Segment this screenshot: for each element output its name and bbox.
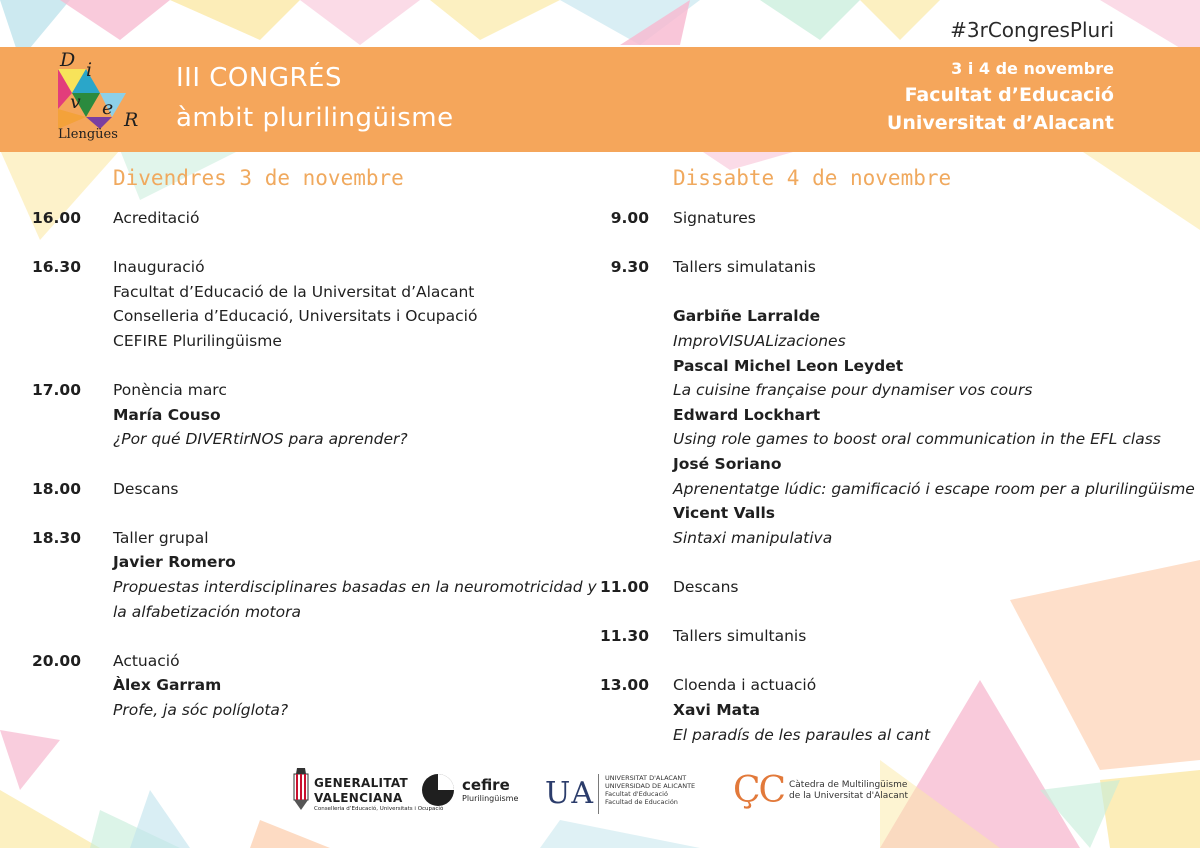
session-title: Facultat d’Educació de la Universitat d’Alacant bbox=[113, 282, 475, 301]
speaker-name: Edward Lockhart bbox=[673, 405, 821, 424]
ua-text: UNIVERSITAT D'ALACANT UNIVERSIDAD DE ALICANTE Facultat d'Educació Facultad de Educación bbox=[605, 774, 696, 806]
session-title: Cloenda i actuació bbox=[673, 676, 817, 695]
session-topic: Using role games to boost oral communication in the EFL class bbox=[673, 430, 1161, 449]
session-title: Tallers simultanis bbox=[673, 627, 807, 646]
day-heading: Divendres 3 de novembre bbox=[113, 166, 404, 190]
session-time: 11.30 bbox=[599, 627, 649, 646]
session-title bbox=[673, 280, 1195, 305]
logo-letter: R bbox=[124, 109, 139, 131]
speaker-name: María Couso bbox=[113, 405, 221, 424]
speaker-name: Vicent Valls bbox=[673, 504, 776, 523]
session-time: 16.30 bbox=[31, 258, 81, 277]
session-title: CEFIRE Plurilingüisme bbox=[113, 331, 282, 350]
session-topic: la alfabetización motora bbox=[113, 602, 301, 621]
session-topic: El paradís de les paraules al cant bbox=[673, 725, 931, 744]
session-title: Tallers simulatanis bbox=[673, 258, 816, 277]
session-details bbox=[113, 526, 597, 624]
cefire-name: cefire bbox=[462, 776, 510, 794]
session-details bbox=[113, 649, 288, 723]
session-details bbox=[673, 624, 806, 649]
session-details bbox=[113, 255, 477, 353]
session-title: Actuació bbox=[113, 651, 180, 670]
congress-title: III CONGRÉS bbox=[176, 63, 342, 93]
speaker-name: Pascal Michel Leon Leydet bbox=[673, 356, 904, 375]
session-title: Descans bbox=[673, 578, 739, 596]
logo-caption: Llengües bbox=[58, 127, 118, 142]
event-faculty: Facultat d’Educació bbox=[904, 84, 1114, 106]
event-date: 3 i 4 de novembre bbox=[951, 59, 1114, 78]
generalitat-dept: Conselleria d’Educació, Universitats i Ocupació bbox=[314, 806, 444, 812]
session-topic: La cuisine française pour dynamiser vos cours bbox=[673, 381, 1033, 400]
generalitat-name: VALENCIANA bbox=[314, 791, 403, 805]
session-title: Signatures bbox=[673, 209, 756, 227]
session-time: 17.00 bbox=[31, 381, 81, 400]
session-time: 18.00 bbox=[31, 479, 81, 498]
session-details bbox=[673, 575, 738, 600]
session-topic: Sintaxi manipulativa bbox=[673, 528, 833, 547]
session-details bbox=[113, 206, 199, 231]
session-topic: Aprenentatge lúdic: gamificació i escape room per a plurilingüisme bbox=[673, 479, 1195, 498]
session-time: 18.30 bbox=[31, 528, 81, 547]
session-topic: ¿Por qué DIVERtirNOS para aprender? bbox=[113, 430, 408, 449]
session-time: 13.00 bbox=[599, 676, 649, 695]
session-title: Descans bbox=[113, 479, 179, 498]
day-heading: Dissabte 4 de novembre bbox=[673, 166, 952, 190]
session-details bbox=[113, 477, 178, 502]
speaker-name: Javier Romero bbox=[113, 553, 236, 572]
logo-letter: v bbox=[70, 91, 81, 113]
event-university: Universitat d’Alacant bbox=[886, 112, 1114, 134]
session-time: 16.00 bbox=[31, 209, 81, 227]
session-details bbox=[113, 378, 408, 452]
session-topic: ImproVISUALizaciones bbox=[673, 331, 846, 350]
session-title: Conselleria d’Educació, Universitats i Ocupació bbox=[113, 307, 478, 326]
session-topic: Profe, ja sóc políglota? bbox=[113, 700, 289, 719]
generalitat-name: GENERALITAT bbox=[314, 776, 409, 790]
session-time: 9.00 bbox=[610, 209, 649, 227]
logo-letter: e bbox=[102, 97, 114, 119]
session-time: 11.00 bbox=[599, 578, 649, 596]
hashtag: #3rCongresPluri bbox=[950, 18, 1114, 42]
catedra-text: Càtedra de Multilingüisme de la Universitat d'Alacant bbox=[789, 780, 909, 801]
session-title: Acreditació bbox=[113, 209, 200, 227]
logo-letter: D bbox=[60, 49, 76, 71]
session-title: Ponència marc bbox=[113, 381, 227, 400]
session-time: 9.30 bbox=[610, 258, 649, 277]
session-time: 20.00 bbox=[31, 651, 81, 670]
speaker-name: José Soriano bbox=[673, 454, 782, 473]
session-topic: Propuestas interdisciplinares basadas en la neuromotricidad y bbox=[113, 577, 597, 596]
speaker-name: Àlex Garram bbox=[113, 676, 222, 695]
logo-letter: i bbox=[86, 59, 93, 81]
cefire-subtitle: Plurilingüisme bbox=[462, 794, 519, 803]
ua-mark: UA bbox=[545, 776, 596, 811]
speaker-name: Garbiñe Larralde bbox=[673, 307, 821, 326]
session-details bbox=[673, 206, 756, 231]
speaker-name: Xavi Mata bbox=[673, 700, 760, 719]
session-title: Taller grupal bbox=[113, 528, 209, 547]
congress-subtitle: àmbit plurilingüisme bbox=[176, 103, 454, 133]
session-title: Inauguració bbox=[113, 258, 205, 277]
generalitat-shield-icon bbox=[292, 768, 310, 812]
session-details bbox=[673, 673, 930, 747]
catedra-mark: ÇC bbox=[733, 770, 785, 811]
session-details bbox=[673, 255, 1195, 550]
